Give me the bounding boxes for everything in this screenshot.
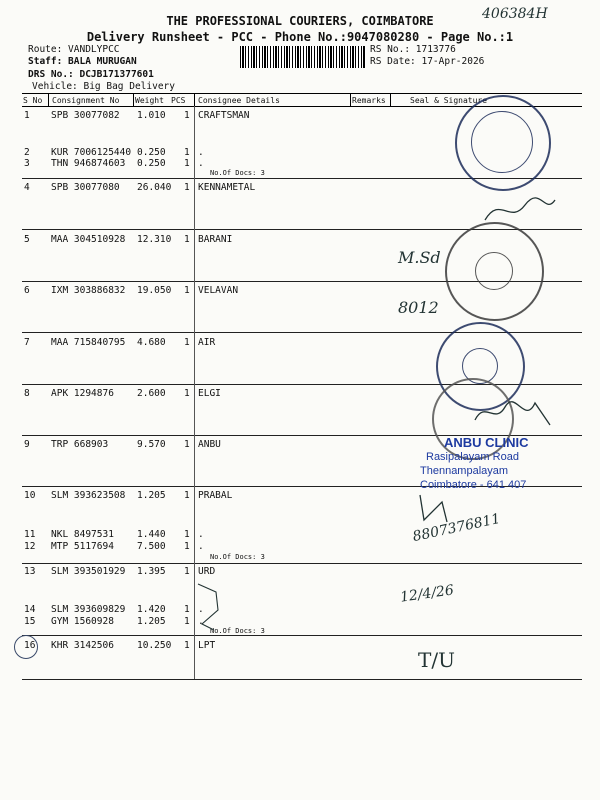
cell-consignment: SLM 393501929 bbox=[51, 566, 126, 577]
cell-weight: 1.420 bbox=[137, 604, 166, 615]
signature-row5: M.Sd bbox=[398, 248, 441, 267]
craftsman-seal bbox=[455, 95, 551, 191]
cell-pcs: 1 bbox=[184, 234, 190, 245]
cell-weight: 9.570 bbox=[137, 439, 166, 450]
cell-consignee: . bbox=[198, 529, 204, 540]
route-label: Route: VANDLYPCC bbox=[28, 44, 120, 55]
cell-consignee: CRAFTSMAN bbox=[198, 110, 250, 121]
cell-pcs: 1 bbox=[184, 541, 190, 552]
signature-row13-date: 12/4/26 bbox=[399, 582, 455, 606]
col-divider bbox=[194, 93, 195, 106]
cell-weight: 10.250 bbox=[137, 640, 172, 651]
consignee-divider bbox=[194, 106, 195, 679]
cell-consignment: SLM 393623508 bbox=[51, 490, 126, 501]
cell-sno: 1 bbox=[24, 110, 30, 121]
cell-weight: 4.680 bbox=[137, 337, 166, 348]
row-separator bbox=[22, 563, 582, 564]
cell-sno: 4 bbox=[24, 182, 30, 193]
header-consignment: Consignment No bbox=[52, 96, 120, 105]
cell-consignment: MTP 5117694 bbox=[51, 541, 114, 552]
docs-note: No.Of Docs: 3 bbox=[210, 553, 265, 561]
docs-note: No.Of Docs: 3 bbox=[210, 169, 265, 177]
cell-consignee: . bbox=[198, 541, 204, 552]
cell-weight: 0.250 bbox=[137, 158, 166, 169]
cell-weight: 1.010 bbox=[137, 110, 166, 121]
cell-weight: 7.500 bbox=[137, 541, 166, 552]
cell-pcs: 1 bbox=[184, 640, 190, 651]
cell-sno: 14 bbox=[24, 604, 36, 615]
row-separator bbox=[22, 635, 582, 636]
header-seal-signature: Seal & Signature bbox=[410, 96, 488, 105]
anbu-clinic-stamp bbox=[420, 436, 529, 492]
cell-consignment: KUR 7006125440 bbox=[51, 147, 132, 158]
cell-consignee: . bbox=[198, 158, 204, 169]
cell-sno: 13 bbox=[24, 566, 36, 577]
cell-consignment: SPB 30077080 bbox=[51, 182, 120, 193]
cell-consignment: TRP 668903 bbox=[51, 439, 109, 450]
cell-consignee: URD bbox=[198, 566, 216, 577]
cell-weight: 1.205 bbox=[137, 490, 166, 501]
stamp-line: ANBU CLINIC bbox=[444, 435, 529, 450]
header-consignee: Consignee Details bbox=[198, 96, 280, 105]
cell-consignment: SPB 30077082 bbox=[51, 110, 120, 121]
cell-weight: 1.205 bbox=[137, 616, 166, 627]
cell-consignment: MAA 715840795 bbox=[51, 337, 126, 348]
col-divider bbox=[48, 93, 49, 106]
signature-scribble bbox=[470, 395, 560, 435]
runsheet-title: Delivery Runsheet - PCC - Phone No.:9047080280 - Page No.:1 bbox=[86, 30, 514, 44]
cell-pcs: 1 bbox=[184, 110, 190, 121]
signature-scribble bbox=[480, 190, 560, 230]
cell-consignment: MAA 304510928 bbox=[51, 234, 126, 245]
cell-sno: 6 bbox=[24, 285, 30, 296]
cell-consignee: . bbox=[198, 147, 204, 158]
cell-consignment: IXM 303886832 bbox=[51, 285, 126, 296]
cell-sno: 11 bbox=[24, 529, 36, 540]
cell-pcs: 1 bbox=[184, 529, 190, 540]
cell-sno: 2 bbox=[24, 147, 30, 158]
cell-sno: 16 bbox=[24, 640, 36, 651]
col-divider bbox=[133, 93, 134, 106]
cell-pcs: 1 bbox=[184, 285, 190, 296]
handwritten-reference: 406384H bbox=[482, 6, 548, 22]
stamp-line: Rasipalayam Road bbox=[426, 451, 519, 463]
vehicle-label: Vehicle: Big Bag Delivery bbox=[32, 81, 175, 92]
cell-consignee: . bbox=[198, 604, 204, 615]
cell-consignee: ANBU bbox=[198, 439, 221, 450]
header-pcs: PCS bbox=[171, 96, 186, 105]
cell-sno: 9 bbox=[24, 439, 30, 450]
header-remarks: Remarks bbox=[352, 96, 386, 105]
cell-pcs: 1 bbox=[184, 439, 190, 450]
bracket-mark bbox=[196, 580, 236, 632]
signature-row6: 8012 bbox=[398, 298, 439, 317]
cell-consignment: GYM 1560928 bbox=[51, 616, 114, 627]
cell-sno: 3 bbox=[24, 158, 30, 169]
cell-pcs: 1 bbox=[184, 616, 190, 627]
header-sno: S No bbox=[23, 96, 43, 105]
cell-consignee: ELGI bbox=[198, 388, 221, 399]
cell-consignment: KHR 3142506 bbox=[51, 640, 114, 651]
cell-sno: 7 bbox=[24, 337, 30, 348]
cell-consignee: . bbox=[198, 616, 204, 627]
cell-weight: 1.440 bbox=[137, 529, 166, 540]
rs-number: RS No.: 1713776 bbox=[370, 44, 456, 55]
cell-weight: 26.040 bbox=[137, 182, 172, 193]
cell-pcs: 1 bbox=[184, 604, 190, 615]
col-divider bbox=[350, 93, 351, 106]
cell-consignment: THN 946874603 bbox=[51, 158, 126, 169]
col-divider bbox=[390, 93, 391, 106]
cell-consignee: AIR bbox=[198, 337, 216, 348]
cell-pcs: 1 bbox=[184, 388, 190, 399]
cell-pcs: 1 bbox=[184, 147, 190, 158]
cell-weight: 1.395 bbox=[137, 566, 166, 577]
drs-label: DRS No.: DCJB171377601 bbox=[28, 69, 154, 80]
cell-consignment: SLM 393609829 bbox=[51, 604, 126, 615]
cell-sno: 8 bbox=[24, 388, 30, 399]
cell-weight: 12.310 bbox=[137, 234, 172, 245]
cell-sno: 15 bbox=[24, 616, 36, 627]
cell-consignment: APK 1294876 bbox=[51, 388, 114, 399]
signature-row11: 8807376811 bbox=[411, 510, 502, 546]
handdrawn-circle bbox=[14, 635, 38, 659]
cell-sno: 10 bbox=[24, 490, 36, 501]
cell-consignee: LPT bbox=[198, 640, 216, 651]
company-title: THE PROFESSIONAL COURIERS, COIMBATORE bbox=[166, 14, 434, 28]
docs-note: No.Of Docs: 3 bbox=[210, 627, 265, 635]
table-bottom-border bbox=[22, 679, 582, 680]
signature-row16: T/U bbox=[418, 648, 455, 672]
cell-consignment: NKL 8497531 bbox=[51, 529, 114, 540]
cell-consignee: PRABAL bbox=[198, 490, 233, 501]
cell-sno: 5 bbox=[24, 234, 30, 245]
cell-consignee: BARANI bbox=[198, 234, 233, 245]
cell-consignee: KENNAMETAL bbox=[198, 182, 256, 193]
rs-date: RS Date: 17-Apr-2026 bbox=[370, 56, 485, 67]
cell-pcs: 1 bbox=[184, 337, 190, 348]
stamp-line: Coimbatore - 641 407 bbox=[420, 479, 527, 491]
cell-pcs: 1 bbox=[184, 566, 190, 577]
cell-pcs: 1 bbox=[184, 158, 190, 169]
cell-weight: 0.250 bbox=[137, 147, 166, 158]
cell-weight: 2.600 bbox=[137, 388, 166, 399]
cell-pcs: 1 bbox=[184, 182, 190, 193]
cell-consignee: VELAVAN bbox=[198, 285, 239, 296]
signature-scribble bbox=[412, 490, 452, 530]
barcode bbox=[240, 46, 366, 68]
cell-pcs: 1 bbox=[184, 490, 190, 501]
table-top-border bbox=[22, 93, 582, 94]
barani-seal bbox=[445, 222, 544, 321]
header-weight: Weight bbox=[135, 96, 164, 105]
staff-label: Staff: BALA MURUGAN bbox=[28, 56, 137, 67]
stamp-line: Thennampalayam bbox=[420, 465, 509, 477]
cell-weight: 19.050 bbox=[137, 285, 172, 296]
cell-sno: 12 bbox=[24, 541, 36, 552]
